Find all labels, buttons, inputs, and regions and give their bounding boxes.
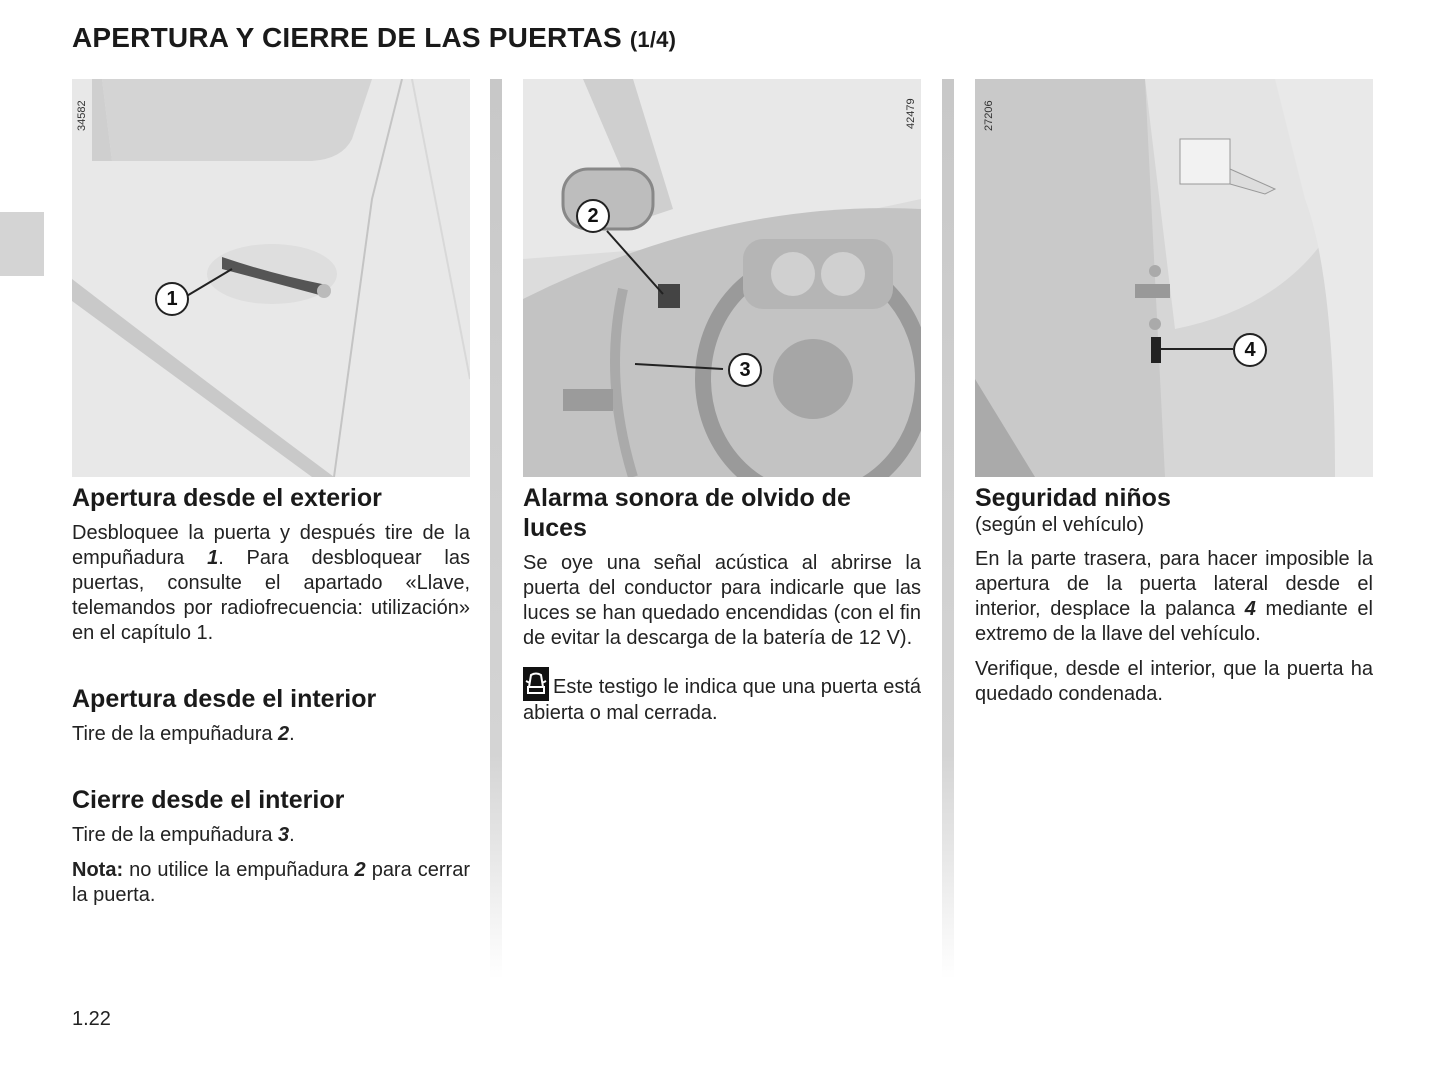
section-heading: Seguridad niños (975, 484, 1171, 512)
section-heading: Cierre desde el interior (72, 786, 345, 814)
column-divider (942, 79, 954, 979)
column-exterior (72, 79, 470, 918)
figure-door-handle (72, 79, 470, 477)
section-interior-closing (72, 785, 470, 908)
figure-reference-number: 34582 (76, 100, 88, 131)
column-divider (490, 79, 502, 979)
column-lights-alarm (523, 79, 921, 736)
warning-text: Este testigo le indica que una puerta está abierta o mal cerrada. (523, 667, 921, 726)
section-text: Tire de la empuñadura 2. (72, 723, 295, 745)
section-heading: Apertura desde el exterior (72, 484, 382, 512)
section-text: En la parte trasera, para hacer imposible la apertura de la puerta lateral desde el interior, desplace la palanca 4 mediante el extremo de la llave del vehículo. (975, 548, 1373, 645)
door-open-warning-icon (523, 667, 549, 701)
figure-child-lock (975, 79, 1373, 477)
door-edge-illustration (975, 79, 1373, 477)
section-heading: Alarma sonora de olvido de luces (523, 484, 851, 542)
chapter-tab (0, 212, 44, 276)
callout-2: 2 (576, 199, 610, 233)
callout-1: 1 (155, 282, 189, 316)
section-interior-opening (72, 684, 470, 747)
section-text: Se oye una señal acústica al abrirse la puerta del conductor para indicarle que las luces se han quedado encendidas (con el fin de evitar la descarga de la batería de 12 V). (523, 552, 921, 649)
figure-dashboard (523, 79, 921, 477)
section-subtitle: (según el vehículo) (975, 514, 1144, 536)
dashboard-illustration (523, 79, 921, 477)
section-text: Desbloquee la puerta y después tire de la empuñadura 1. Para desbloquear las puertas, consulte el apartado «Llave, telemandos por radiofrecuencia: utilización» en el capítulo 1. (72, 522, 470, 644)
column-child-safety (975, 79, 1373, 717)
section-heading: Apertura desde el interior (72, 685, 377, 713)
figure-reference-number: 27206 (983, 100, 995, 131)
section-child-safety (975, 483, 1373, 707)
callout-4: 4 (1233, 333, 1267, 367)
callout-3: 3 (728, 353, 762, 387)
page-number: 1.22 (72, 1008, 111, 1030)
figure-reference-number: 42479 (905, 98, 917, 129)
page-index: (1/4) (629, 27, 677, 52)
page-title: APERTURA Y CIERRE DE LAS PUERTAS (1/4) (72, 22, 677, 53)
section-exterior-opening (72, 483, 470, 646)
door-exterior-illustration (72, 79, 470, 477)
section-lights-alarm (523, 483, 921, 726)
section-text: Tire de la empuñadura 3. (72, 824, 295, 846)
section-text: Verifique, desde el interior, que la puerta ha quedado condenada. (975, 658, 1373, 705)
note-text: Nota: no utilice la empuñadura 2 para cerrar la puerta. (72, 859, 470, 906)
